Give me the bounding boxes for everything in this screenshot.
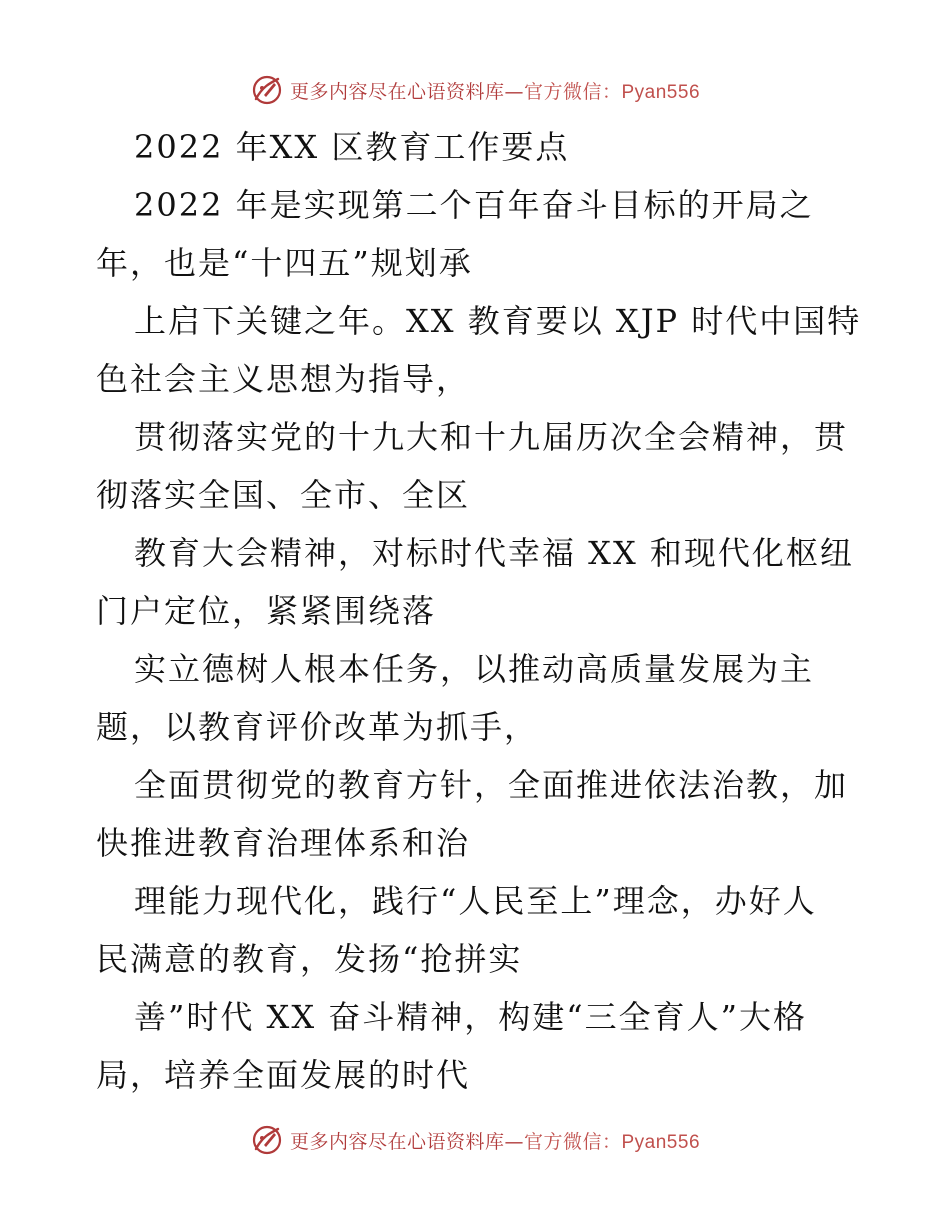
paragraph-line: 快推进教育治理体系和治 <box>96 824 471 862</box>
paragraph-line: 年，也是“十四五”规划承 <box>96 244 473 282</box>
banner-sub-text: 官方微信： <box>523 80 622 103</box>
paragraph-line: 教育大会精神，对标时代幸福 XX 和现代化枢纽 <box>134 534 854 572</box>
paragraph-line: 理能力现代化，践行“人民至上”理念，办好人 <box>134 882 817 920</box>
paragraph-line: 上启下关键之年。XX 教育要以 XJP 时代中国特 <box>134 302 862 340</box>
paragraph-line: 局，培养全面发展的时代 <box>96 1056 471 1094</box>
paragraph-line: 2022 年是实现第二个百年奋斗目标的开局之 <box>134 186 814 224</box>
document-title: 2022 年XX 区教育工作要点 <box>134 128 570 166</box>
paragraph-line: 门户定位，紧紧围绕落 <box>96 592 437 630</box>
banner-sub-text: 官方微信： <box>523 1130 622 1153</box>
paragraph-line: 善”时代 XX 奋斗精神，构建“三全育人”大格 <box>134 998 807 1036</box>
pen-circle-icon <box>250 1123 284 1157</box>
paragraph-line: 色社会主义思想为指导， <box>96 360 471 398</box>
banner-dash: — <box>504 80 524 103</box>
banner-wechat-id: Pyan556 <box>621 1131 701 1153</box>
pen-circle-icon <box>250 73 284 107</box>
document-body <box>96 118 862 1104</box>
paragraph-line: 实立德树人根本任务，以推动高质量发展为主 <box>134 650 815 688</box>
paragraph-line: 全面贯彻党的教育方针，全面推进依法治教，加 <box>134 766 849 804</box>
footer-banner <box>0 1120 950 1160</box>
paragraph-line: 贯彻落实党的十九大和十九届历次全会精神，贯 <box>134 418 849 456</box>
banner-wechat-id: Pyan556 <box>621 81 701 103</box>
paragraph-line: 彻落实全国、全市、全区 <box>96 476 471 514</box>
paragraph-line: 题，以教育评价改革为抓手， <box>96 708 539 746</box>
paragraph-line: 民满意的教育，发扬“抢拼实 <box>96 940 523 978</box>
banner-main-text: 更多内容尽在心语资料库 <box>289 80 505 103</box>
header-banner <box>0 70 950 110</box>
banner-main-text: 更多内容尽在心语资料库 <box>289 1130 505 1153</box>
watermark-banner <box>250 73 700 107</box>
banner-dash: — <box>504 1130 524 1153</box>
watermark-banner <box>250 1123 700 1157</box>
